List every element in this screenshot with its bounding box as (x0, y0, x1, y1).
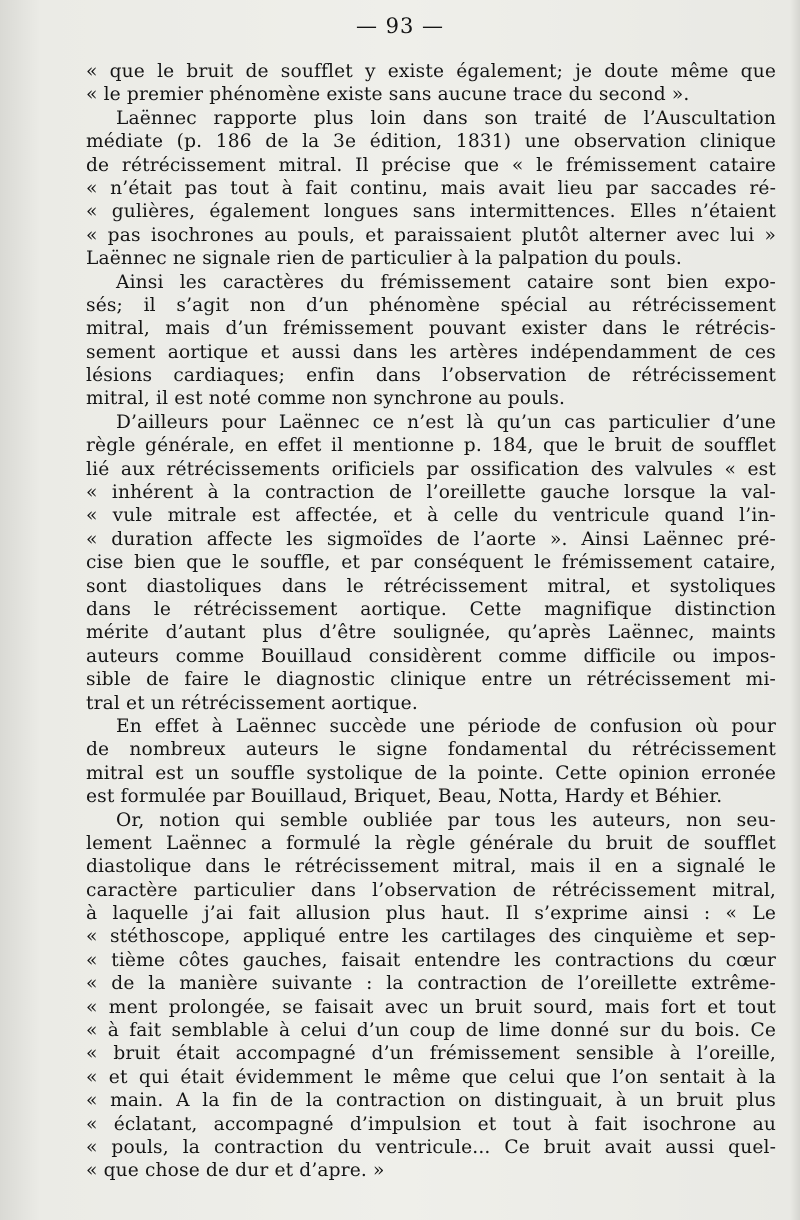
text-line: de nombreux auteurs le signe fondamental du rétrécissement (86, 739, 776, 761)
text-line: « bruit était accompagné d’un frémissement sensible à l’oreille, (86, 1043, 776, 1065)
text-line: mitral, mais d’un frémissement pouvant exister dans le rétrécis- (86, 318, 776, 340)
text-line: diastolique dans le rétrécissement mitral, mais il en a signalé le (86, 856, 776, 878)
text-line: « et qui était évidemment le même que celui que l’on sentait à la (86, 1066, 776, 1088)
text-line: « pas isochrones au pouls, et paraissaient plutôt alterner avec lui » (86, 224, 776, 246)
text-line: lié aux rétrécissements orificiels par ossification des valvules « est (86, 458, 776, 480)
text-line: « tième côtes gauches, faisait entendre les contractions du cœur (86, 949, 776, 971)
page-number: — 93 — (355, 14, 445, 38)
text-line: « n’était pas tout à fait continu, mais avait lieu par saccades ré- (86, 177, 776, 199)
text-line: règle générale, en effet il mentionne p. 184, que le bruit de soufflet (86, 435, 776, 457)
text-line: lésions cardiaques; enfin dans l’observation de rétrécissement (86, 365, 776, 387)
text-line: de rétrécissement mitral. Il précise que « le frémissement cataire (86, 154, 776, 176)
text-line: est formulée par Bouillaud, Briquet, Beau, Notta, Hardy et Béhier. (86, 786, 723, 808)
text-line: mitral, il est noté comme non synchrone au pouls. (86, 388, 566, 410)
text-line: lement Laënnec a formulé la règle générale du bruit de soufflet (86, 832, 776, 854)
text-line: « de la manière suivante : la contraction de l’oreillette extrême- (86, 973, 776, 995)
text-line: Or, notion qui semble oubliée par tous les auteurs, non seu- (116, 809, 776, 831)
text-line: « que chose de dur et d’apre. » (86, 1160, 385, 1182)
text-line: Laënnec ne signale rien de particulier à la palpation du pouls. (86, 248, 682, 270)
text-line: « duration affecte les sigmoïdes de l’aorte ». Ainsi Laënnec pré- (86, 528, 776, 550)
text-line: sible de faire le diagnostic clinique entre un rétrécissement mi- (86, 669, 776, 691)
text-line: « éclatant, accompagné d’impulsion et tout à fait isochrone au (86, 1113, 776, 1135)
text-line: « main. A la fin de la contraction on distinguait, à un bruit plus (86, 1090, 776, 1112)
text-line: tral et un rétrécissement aortique. (86, 692, 418, 714)
text-line: caractère particulier dans l’observation de rétrécissement mitral, (86, 879, 776, 901)
text-line: « le premier phénomène existe sans aucune trace du second ». (86, 84, 690, 106)
text-line: Ainsi les caractères du frémissement cataire sont bien expo- (116, 271, 776, 293)
text-line: « que le bruit de soufflet y existe également; je doute même que (86, 61, 776, 82)
body-text (86, 60, 776, 1183)
text-line: dans le rétrécissement aortique. Cette magnifique distinction (86, 598, 776, 620)
text-line: Laënnec rapporte plus loin dans son traité de l’Auscultation (116, 107, 776, 129)
text-line: auteurs comme Bouillaud considèrent comme difficile ou impos- (86, 645, 776, 667)
text-line: médiate (p. 186 de la 3e édition, 1831) une observation clinique (86, 131, 776, 153)
text-line: à laquelle j’ai fait allusion plus haut. Il s’exprime ainsi : « Le (86, 903, 776, 925)
text-line: « vule mitrale est affectée, et à celle du ventricule quand l’in- (86, 505, 776, 527)
text-line: sés; il s’agit non d’un phénomène spécial au rétrécissement (86, 294, 776, 316)
text-line: cise bien que le souffle, et par conséquent le frémissement cataire, (86, 552, 776, 574)
text-line: D’ailleurs pour Laënnec ce n’est là qu’un cas particulier d’une (116, 411, 776, 433)
text-line: « inhérent à la contraction de l’oreillette gauche lorsque la val- (86, 482, 776, 504)
text-line: « ment prolongée, se faisait avec un bruit sourd, mais fort et tout (86, 996, 776, 1018)
text-line: « pouls, la contraction du ventricule... Ce bruit avait aussi quel- (86, 1136, 776, 1158)
text-line: sement aortique et aussi dans les artères indépendamment de ces (86, 341, 776, 363)
text-line: « stéthoscope, appliqué entre les cartilages des cinquième et sep- (86, 926, 776, 948)
text-line: « à fait semblable à celui d’un coup de lime donné sur du bois. Ce (86, 1020, 776, 1042)
text-line: mitral est un souffle systolique de la pointe. Cette opinion erronée (86, 762, 776, 784)
text-line: sont diastoliques dans le rétrécissement mitral, et systoliques (86, 575, 776, 597)
text-line: « gulières, également longues sans intermittences. Elles n’étaient (86, 201, 776, 223)
text-line: mérite d’autant plus d’être soulignée, qu’après Laënnec, maints (86, 622, 776, 644)
text-line: En effet à Laënnec succède une période de confusion où pour (116, 715, 776, 737)
